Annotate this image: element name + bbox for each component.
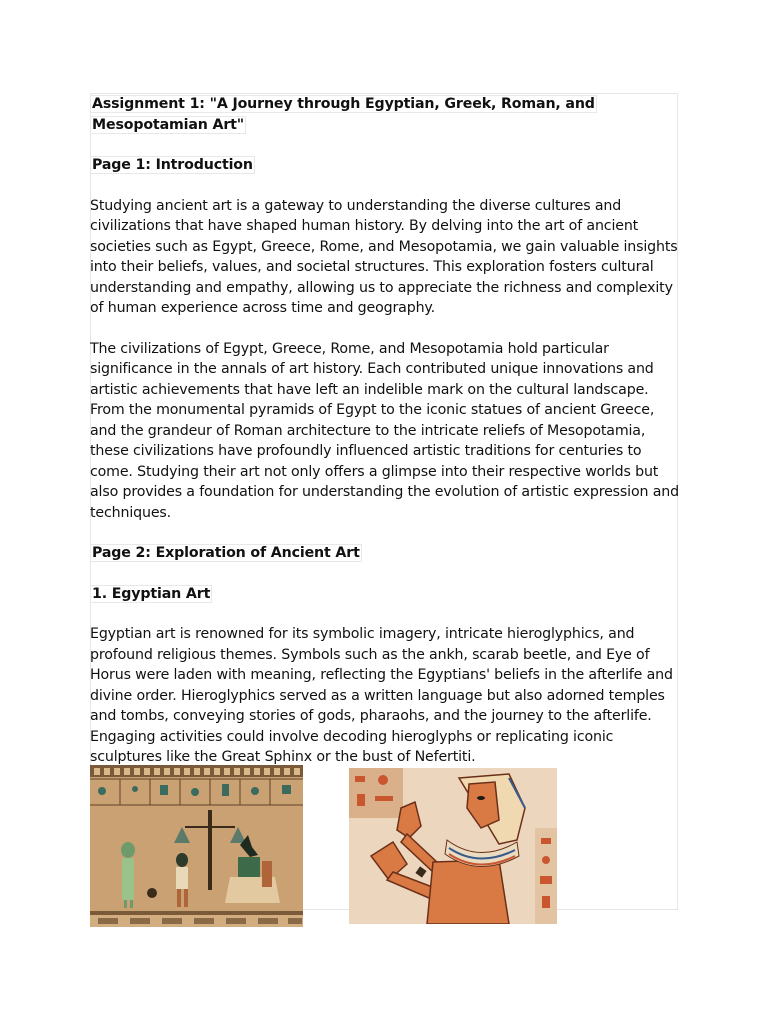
pharaoh-relief-image [349, 768, 557, 924]
egyptian-paragraph: Egyptian art is renowned for its symbolic imagery, intricate hieroglyphics, and profound religious themes. Symbols such as the ankh, scarab beetle, and Eye of Horus were laden with meaning, reflecting the Egyptians' beliefs in the afterlife and divine order. Hieroglyphics served as a written language but also adorned temples and tombs, conveying stories of gods, pharaohs, and the journey to the afterlife. Engaging activities could involve decoding hieroglyphs or replicating iconic sculptures like the Great Sphinx or the bust of Nefertiti. [90, 626, 673, 765]
papyrus-scene-image [90, 765, 303, 927]
page2-heading: Page 2: Exploration of Ancient Art [92, 545, 360, 561]
document-body [90, 94, 682, 788]
image-row [90, 765, 560, 927]
intro-paragraph-2: The civilizations of Egypt, Greece, Rome, and Mesopotamia hold particular significance in the annals of art history. Each contributed unique innovations and artistic achievements that have left an indelible mark on the cultural landscape. From the monumental pyramids of Egypt to the iconic statues of ancient Greece, and the grandeur of Roman architecture to the intricate reliefs of Mesopotamia, these civilizations have profoundly influenced artistic traditions for centuries to come. Studying their art not only offers a glimpse into their respective worlds but also provides a foundation for understanding the evolution of artistic expression and techniques. [90, 340, 679, 521]
section1-heading: 1. Egyptian Art [92, 585, 211, 602]
title-block [90, 94, 682, 135]
intro-paragraph-1: Studying ancient art is a gateway to understanding the diverse cultures and civilizations that have shaped human history. By delving into the art of ancient societies such as Egypt, Greece, Rome, and Mesopotamia, we gain valuable insights into their beliefs, values, and societal structures. This exploration fosters cultural understanding and empathy, allowing us to appreciate the richness and complexity of human experience across time and geography. [90, 197, 678, 316]
document-title: Assignment 1: "A Journey through Egyptian, Greek, Roman, and Mesopotamian Art" [92, 96, 595, 133]
page2-heading-block [90, 543, 682, 564]
section1-heading-block [90, 584, 682, 605]
page1-heading: Page 1: Introduction [92, 157, 253, 173]
page1-heading-block [90, 155, 682, 176]
